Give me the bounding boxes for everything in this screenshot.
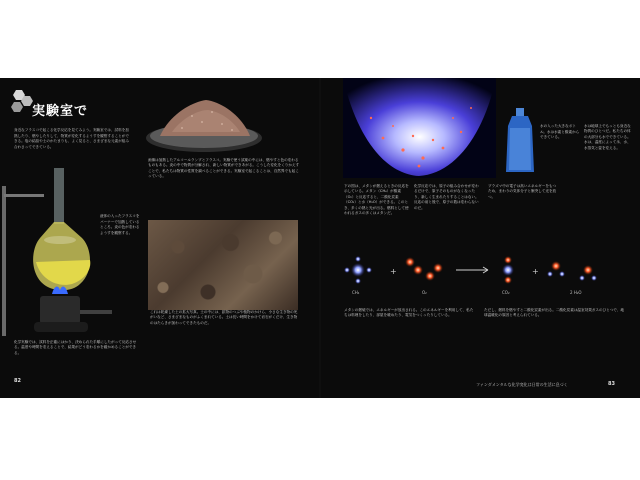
soil-caption: これは乾燥した土の拡大写真。土の中には、鉱物のつぶや植物のかけら、小さな生き物の死がいなど、さまざまなものがふくまれている。土は長い時間をかけて岩石がくだけ、生き物のはたらきが加わってできたものだ。 xyxy=(150,310,298,325)
sand-on-plate-photo xyxy=(142,92,268,156)
intro-paragraph: 身近なフラスコで起こる化学反応を見てみよう。実験室では、試料を加熱したり、燃やしたりして、物質が変化するようすを観察することができる。塩の結晶や土のかたまりも、よく見ると、さまざまな元素が組み合わさってできている。 xyxy=(14,128,129,149)
bottom-column-b: ただし、燃料を燃やすと二酸化炭素が出る。二酸化炭素は温室効果ガスのひとつで、地球温暖化の原因と考えられている。 xyxy=(484,308,625,318)
label-o2: O₂ xyxy=(422,290,427,295)
label-co2: CO₂ xyxy=(502,290,510,295)
flask-burner-photo xyxy=(0,166,116,338)
plasma-column-b: 化学反応では、原子の組み合わせが変わるだけで、原子そのものがなくなったり、新しく生まれたりすることはない。反応の前と後で、原子の数は変わらないのだ。 xyxy=(414,184,479,210)
jug-caption: 水の入った大きなボトル。水は水素と酸素からできている。 xyxy=(540,124,580,140)
bottom-column-a: メタンの燃焼では、エネルギーが放出される。このエネルギーを利用して、私たちは料理をしたり、部屋を暖めたり、電気をつくったりしている。 xyxy=(344,308,474,318)
o2-molecules xyxy=(405,257,443,281)
svg-text:+: + xyxy=(532,267,539,276)
h2o-molecules xyxy=(547,261,597,281)
magazine-spread xyxy=(0,78,640,398)
water-jug-photo xyxy=(500,108,540,176)
flask-bottom-text: 化学実験では、試料を正確にはかり、決められた手順にしたがって反応させる。温度や時間を変えることで、結果がどう変わるかを確かめることができる。 xyxy=(14,340,137,355)
label-ch4: CH₄ xyxy=(352,290,360,295)
upper-column-text: 画像は加熱したアルコールランプとフラスコ。実験で使う試薬の中には、燃やすと色の変わるものもある。炎の中で物質が分解され、新しい物質ができあがる。こうした変化をくりかえすことで、私たちは物質の性質を調べることができる。実験室で起こることは、自然界でも起こっている。 xyxy=(148,158,300,179)
co2-molecule xyxy=(502,256,514,284)
flask-caption: 液体の入ったフラスコをバーナーで加熱しているところ。炎の色が変わるようすを観察する。 xyxy=(100,214,140,235)
plasma-caption: プラズマ中の電子は高いエネルギーをもつため、まわりの気体分子と衝突して光を放つ。 xyxy=(488,184,557,199)
page-title: 実験室で xyxy=(32,104,89,119)
page-footer: ファンダメンタルな化学変化は日常の生活に息づく xyxy=(476,382,568,387)
methane-combustion-diagram xyxy=(342,248,622,300)
side-column-text: 水は地球上でもっとも身近な物質のひとつだ。私たちの体の大部分も水でできている。水は、温度によって氷、水、水蒸気と姿を変える。 xyxy=(584,124,631,150)
page-number-right: 83 xyxy=(608,381,615,387)
label-h2o: 2 H₂O xyxy=(570,290,582,295)
spine-gutter xyxy=(319,78,321,398)
plasma-glow-photo xyxy=(343,78,496,178)
ch4-molecule xyxy=(344,256,372,284)
svg-text:+: + xyxy=(390,267,397,276)
soil-closeup-photo xyxy=(148,220,298,310)
page-number-left: 82 xyxy=(14,378,21,384)
plasma-column-a: 下の図は、メタンが燃えるときの反応を示している。メタン（CH₄）が酸素（O₂）と反応すると、二酸化炭素（CO₂）と水（H₂O）ができる。このとき、多くの熱と光が出る。燃料として使われるガスの多くはメタンだ。 xyxy=(344,184,409,216)
